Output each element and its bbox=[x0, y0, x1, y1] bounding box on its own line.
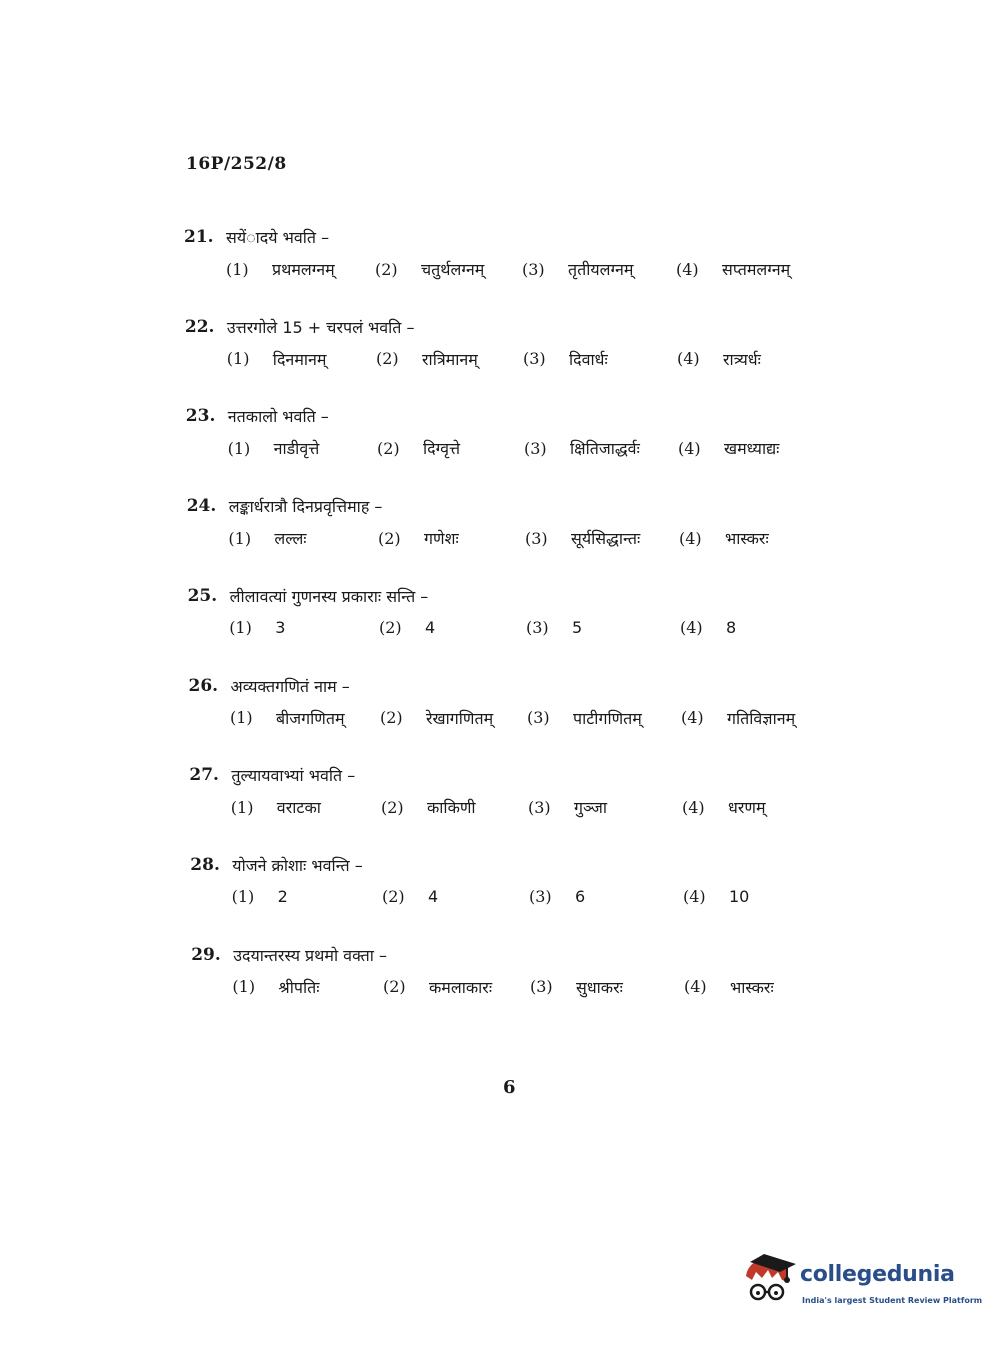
option-item bbox=[375, 255, 484, 283]
option-number: (2) bbox=[377, 438, 400, 458]
option-number: (1) bbox=[226, 259, 249, 279]
option-item bbox=[682, 793, 766, 821]
option-number: (3) bbox=[525, 528, 548, 548]
option-item bbox=[231, 793, 321, 821]
question-text: तुल्यायवाभ्यां भवति – bbox=[231, 766, 356, 786]
option-number: (2) bbox=[383, 977, 406, 997]
option-number: (3) bbox=[522, 259, 545, 279]
option-text: दिवार्धः bbox=[569, 349, 608, 369]
question-text: अव्यक्तगणितं नाम – bbox=[230, 676, 350, 696]
option-number: (2) bbox=[382, 887, 405, 907]
option-number: (3) bbox=[528, 797, 551, 817]
option-number: (3) bbox=[530, 977, 553, 997]
option-item bbox=[678, 434, 779, 462]
question-stem bbox=[190, 851, 362, 879]
option-number: (2) bbox=[378, 528, 401, 548]
option-number: (2) bbox=[376, 349, 399, 369]
option-item bbox=[228, 434, 320, 462]
option-text: सप्तमलग्नम् bbox=[722, 260, 791, 279]
question-item bbox=[0, 313, 1001, 393]
paper-code: 16P/252/8 bbox=[186, 154, 287, 174]
question-text: योजने क्रोशाः भवन्ति – bbox=[232, 855, 363, 875]
question-stem bbox=[191, 941, 387, 969]
option-text: रात्र्यर्धः bbox=[723, 349, 761, 369]
option-number: (1) bbox=[230, 708, 253, 727]
option-item bbox=[526, 614, 582, 642]
question-number: 26. bbox=[188, 675, 219, 696]
option-text: 6 bbox=[575, 887, 586, 907]
option-text: श्रीपतिः bbox=[278, 977, 320, 997]
question-number: 25. bbox=[187, 585, 218, 606]
option-number: (3) bbox=[523, 349, 546, 369]
option-text: प्रथमलग्नम् bbox=[272, 260, 335, 279]
question-item bbox=[0, 492, 1001, 572]
question-number: 21. bbox=[184, 227, 214, 247]
option-number: (1) bbox=[230, 797, 254, 817]
question-text: लङ्कार्धरात्रौ दिनप्रवृत्तिमाह – bbox=[228, 497, 383, 517]
option-text: 5 bbox=[572, 618, 583, 638]
option-text: बीजगणितम् bbox=[276, 708, 345, 728]
question-number: 24. bbox=[186, 496, 217, 517]
mascot-icon bbox=[742, 1250, 798, 1310]
option-text: भास्करः bbox=[730, 977, 774, 997]
option-item bbox=[380, 704, 493, 732]
option-item bbox=[382, 883, 438, 911]
question-number: 23. bbox=[185, 406, 216, 427]
option-item bbox=[528, 793, 607, 821]
option-item bbox=[683, 883, 749, 911]
option-item bbox=[684, 973, 774, 1001]
question-stem bbox=[188, 582, 429, 610]
question-stem bbox=[184, 223, 329, 251]
option-item bbox=[381, 793, 476, 821]
option-number: (4) bbox=[676, 259, 699, 279]
option-item bbox=[522, 255, 633, 283]
option-text: लल्लः bbox=[274, 529, 307, 549]
option-item bbox=[228, 524, 306, 552]
option-number: (1) bbox=[229, 618, 252, 638]
question-stem bbox=[185, 313, 415, 341]
question-item bbox=[0, 941, 1001, 1021]
option-text: नाडीवृत्ते bbox=[273, 439, 320, 459]
option-number: (4) bbox=[678, 438, 701, 458]
option-item bbox=[383, 973, 492, 1001]
option-text: कमलाकारः bbox=[429, 977, 493, 997]
question-number: 22. bbox=[184, 316, 215, 337]
option-number: (2) bbox=[380, 708, 403, 727]
option-number: (3) bbox=[529, 887, 552, 907]
option-text: गुञ्जा bbox=[574, 798, 608, 818]
question-item bbox=[0, 761, 1001, 841]
option-item bbox=[527, 704, 642, 732]
option-number: (4) bbox=[679, 528, 702, 548]
option-item bbox=[232, 973, 319, 1001]
option-text: 10 bbox=[729, 887, 750, 907]
option-text: भास्करः bbox=[725, 529, 769, 549]
option-item bbox=[523, 345, 608, 373]
question-item bbox=[0, 851, 1001, 931]
question-item bbox=[0, 402, 1001, 482]
option-number: (1) bbox=[228, 528, 252, 548]
option-number: (1) bbox=[227, 438, 251, 458]
option-item bbox=[530, 973, 623, 1001]
option-text: दिग्वृत्ते bbox=[423, 439, 461, 459]
page-number: 6 bbox=[503, 1077, 516, 1098]
question-text: उत्तरगोले 15 + चरपलं भवति – bbox=[226, 317, 415, 337]
question-text: नतकालो भवति – bbox=[227, 407, 329, 427]
option-item bbox=[376, 345, 478, 373]
option-item bbox=[232, 883, 288, 911]
option-text: गतिविज्ञानम् bbox=[727, 708, 796, 728]
option-number: (4) bbox=[681, 708, 704, 727]
option-number: (1) bbox=[226, 349, 250, 369]
option-item bbox=[529, 883, 585, 911]
collegedunia-watermark bbox=[742, 1250, 983, 1312]
option-text: 8 bbox=[726, 618, 737, 638]
option-text: वराटका bbox=[276, 798, 321, 818]
option-text: धरणम् bbox=[728, 798, 766, 818]
question-stem bbox=[189, 761, 355, 789]
option-item bbox=[230, 704, 345, 732]
question-item bbox=[0, 672, 1001, 752]
option-number: (2) bbox=[381, 797, 404, 817]
option-item bbox=[679, 524, 769, 552]
option-text: 4 bbox=[428, 887, 439, 907]
option-number: (4) bbox=[677, 349, 700, 369]
option-number: (4) bbox=[683, 887, 706, 907]
option-text: 2 bbox=[277, 887, 288, 907]
option-text: रात्रिमानम् bbox=[422, 349, 478, 369]
option-item bbox=[525, 524, 640, 552]
question-text: उदयान्तरस्य प्रथमो वक्ता – bbox=[233, 945, 388, 965]
option-item bbox=[676, 255, 790, 283]
question-number: 29. bbox=[191, 944, 221, 965]
option-text: क्षितिजाद्धर्वः bbox=[570, 439, 640, 459]
brand-tagline: India's largest Student Review Platform bbox=[802, 1296, 983, 1305]
option-number: (1) bbox=[232, 977, 256, 997]
option-text: चतुर्थलग्नम् bbox=[421, 260, 485, 279]
option-text: काकिणी bbox=[427, 798, 476, 818]
option-number: (1) bbox=[231, 887, 255, 907]
option-item bbox=[227, 345, 327, 373]
question-item bbox=[0, 582, 1001, 662]
option-text: रेखागणितम् bbox=[426, 708, 494, 728]
question-number: 28. bbox=[190, 854, 220, 875]
option-item bbox=[229, 614, 285, 642]
option-number: (4) bbox=[680, 618, 703, 638]
option-number: (3) bbox=[527, 708, 550, 727]
option-text: 3 bbox=[275, 618, 286, 638]
brand-name: collegedunia bbox=[800, 1262, 955, 1287]
option-number: (3) bbox=[524, 438, 547, 458]
question-stem bbox=[186, 402, 329, 430]
option-text: तृतीयलग्नम् bbox=[568, 260, 634, 279]
option-item bbox=[378, 524, 459, 552]
option-text: दिनमानम् bbox=[272, 349, 327, 369]
option-text: खमध्याद्यः bbox=[724, 439, 780, 459]
option-item bbox=[379, 614, 435, 642]
option-number: (2) bbox=[379, 618, 402, 638]
option-text: सूर्यसिद्धान्तः bbox=[571, 529, 641, 549]
option-text: गणेशः bbox=[424, 529, 459, 549]
option-number: (2) bbox=[375, 259, 398, 279]
option-item bbox=[677, 345, 761, 373]
question-stem bbox=[189, 672, 350, 700]
question-text: लीलावत्यां गुणनस्य प्रकाराः सन्ति – bbox=[229, 586, 429, 606]
option-item bbox=[226, 255, 335, 283]
question-number: 27. bbox=[189, 765, 219, 786]
question-text: सयेंादये भवति – bbox=[226, 228, 330, 247]
option-text: सुधाकरः bbox=[576, 977, 623, 997]
option-text: 4 bbox=[425, 618, 436, 638]
option-item bbox=[377, 434, 460, 462]
option-number: (4) bbox=[682, 797, 705, 817]
option-text: पाटीगणितम् bbox=[573, 708, 642, 728]
question-item bbox=[0, 223, 1001, 303]
option-item bbox=[681, 704, 795, 732]
option-item bbox=[680, 614, 736, 642]
option-number: (4) bbox=[684, 977, 707, 997]
question-stem bbox=[187, 492, 383, 520]
option-number: (3) bbox=[526, 618, 549, 638]
option-item bbox=[524, 434, 640, 462]
